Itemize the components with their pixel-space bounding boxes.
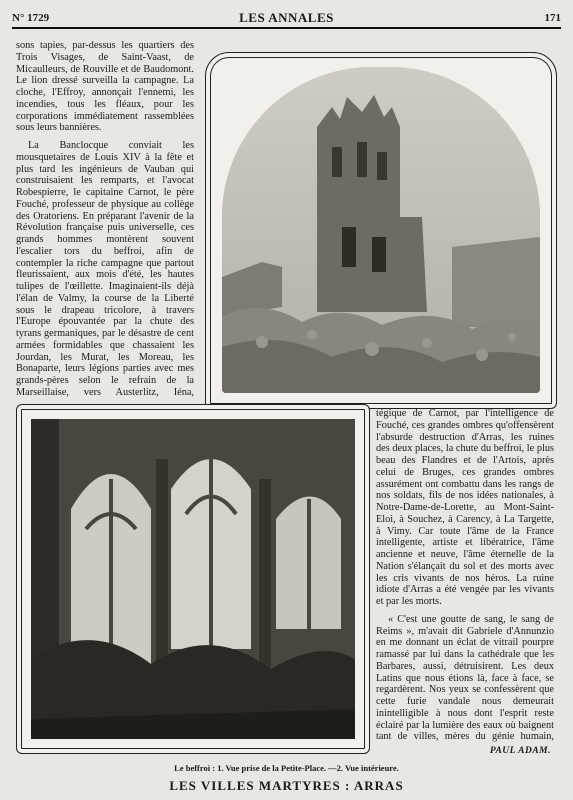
issue-number: N° 1729	[12, 12, 50, 24]
belfry-ruins-photo	[222, 67, 540, 393]
paragraph: La Banclocque conviait les mousquetaires de Louis XIV à la fête et plus tard les ingénieurs de Vauban qui construisaient les remparts, et l'avocat Robespierre, le capitaine Carnot, le père Fouché, professeur de physique au collège des Oratoriens. En préparant l'avenir de la Révolution française puis universelle, ces grands hommes montèrent souvent l'escalier tors du beffroi, afin de contempler la riche campagne que partout fleurissaient, aux mois d'été, les hautes tulipes de l'œillette. Imaginaient-ils déjà l'élan de Valmy, la course de la Liberté sous le drapeau tricolore, à travers l'Europe épouvantée par la chute des tyrans germaniques, par le désastre de cent armées formidables que chassaient les Jourdan, les Murat, les Moreau, les Bonaparte, leurs légions parties avec mes grands-pères selon le refrain de la Marseillaise, vers Austerlitz, Iéna,	[16, 140, 194, 398]
page-header	[12, 6, 561, 28]
feature-title: LES VILLES MARTYRES : ARRAS	[169, 778, 404, 793]
photo-caption	[0, 763, 573, 773]
belfry-ruins-image	[222, 67, 540, 393]
caption-part-2: — 2. Vue intérieure.	[328, 763, 399, 773]
article-column-top	[16, 40, 194, 400]
paragraph: tégique de Carnot, par l'intelligence de Fouché, ces grandes ombres qu'offensèrent l'absurde destruction d'Arras, les ruines des deux places, la chute du beffroi, le plus beau des Flandres et de l'Artois, après celui de Bruges, ces grandes ombres assurément ont combattu dans les rangs de nos soldats, fils de nos idées nationales, à Notre-Dame-de-Lorette, au Mont-Saint-Eloi, à Souchez, à Carency, à La Targette, à Vimy. Car toute l'âme de la France intelligente, artiste et libératrice, l'âme ancienne et neuve, l'âme éternelle de la Nation s'élançait du sol et des morts avec les cris vivants de nos héros. La ruine idiote d'Arras a été vengée par les vivants et par les morts.	[376, 408, 554, 607]
page-number: 171	[544, 12, 561, 24]
gothic-interior-image	[31, 419, 355, 739]
paragraph: « C'est une goutte de sang, le sang de Reims », m'avait dit Gabriele d'Annunzio en me donnant un éclat de vitrail pourpre ramassé par lui dans la cathédrale que les Barbares, aussi, détruisirent. Les deux Latins que nous étions là, face à face, se regardèrent. Nos yeux se confessèrent que cette furie vandale nous demeurait inintelligible à nous dont l'esprit reste éclairé par la lumière des eaux où baignent tant de villes, mères du génie humain,	[376, 613, 554, 743]
caption-part-1: Le beffroi : 1. Vue prise de la Petite-Place.	[174, 763, 327, 773]
gothic-interior-ruins-photo	[31, 419, 355, 739]
paragraph: sons tapies, par-dessus les quartiers des Trois Visages, de Saint-Vaast, de Micaulleurs, de Rouville et de Baudomont. Le lion dressé surveilla la campagne. La cloche, l'Effroy, annonçait l'ennemi, les incendies, tous les fléaux, pour les corporations immédiatement rassemblées sous leurs bannières.	[16, 40, 194, 134]
magazine-title: LES ANNALES	[239, 10, 334, 25]
photo-frame-belfry	[205, 52, 557, 409]
photo-frame-interior	[16, 404, 370, 754]
article-column-bottom	[376, 408, 554, 743]
author-signature: PAUL ADAM.	[489, 746, 551, 756]
header-rule	[12, 27, 561, 29]
